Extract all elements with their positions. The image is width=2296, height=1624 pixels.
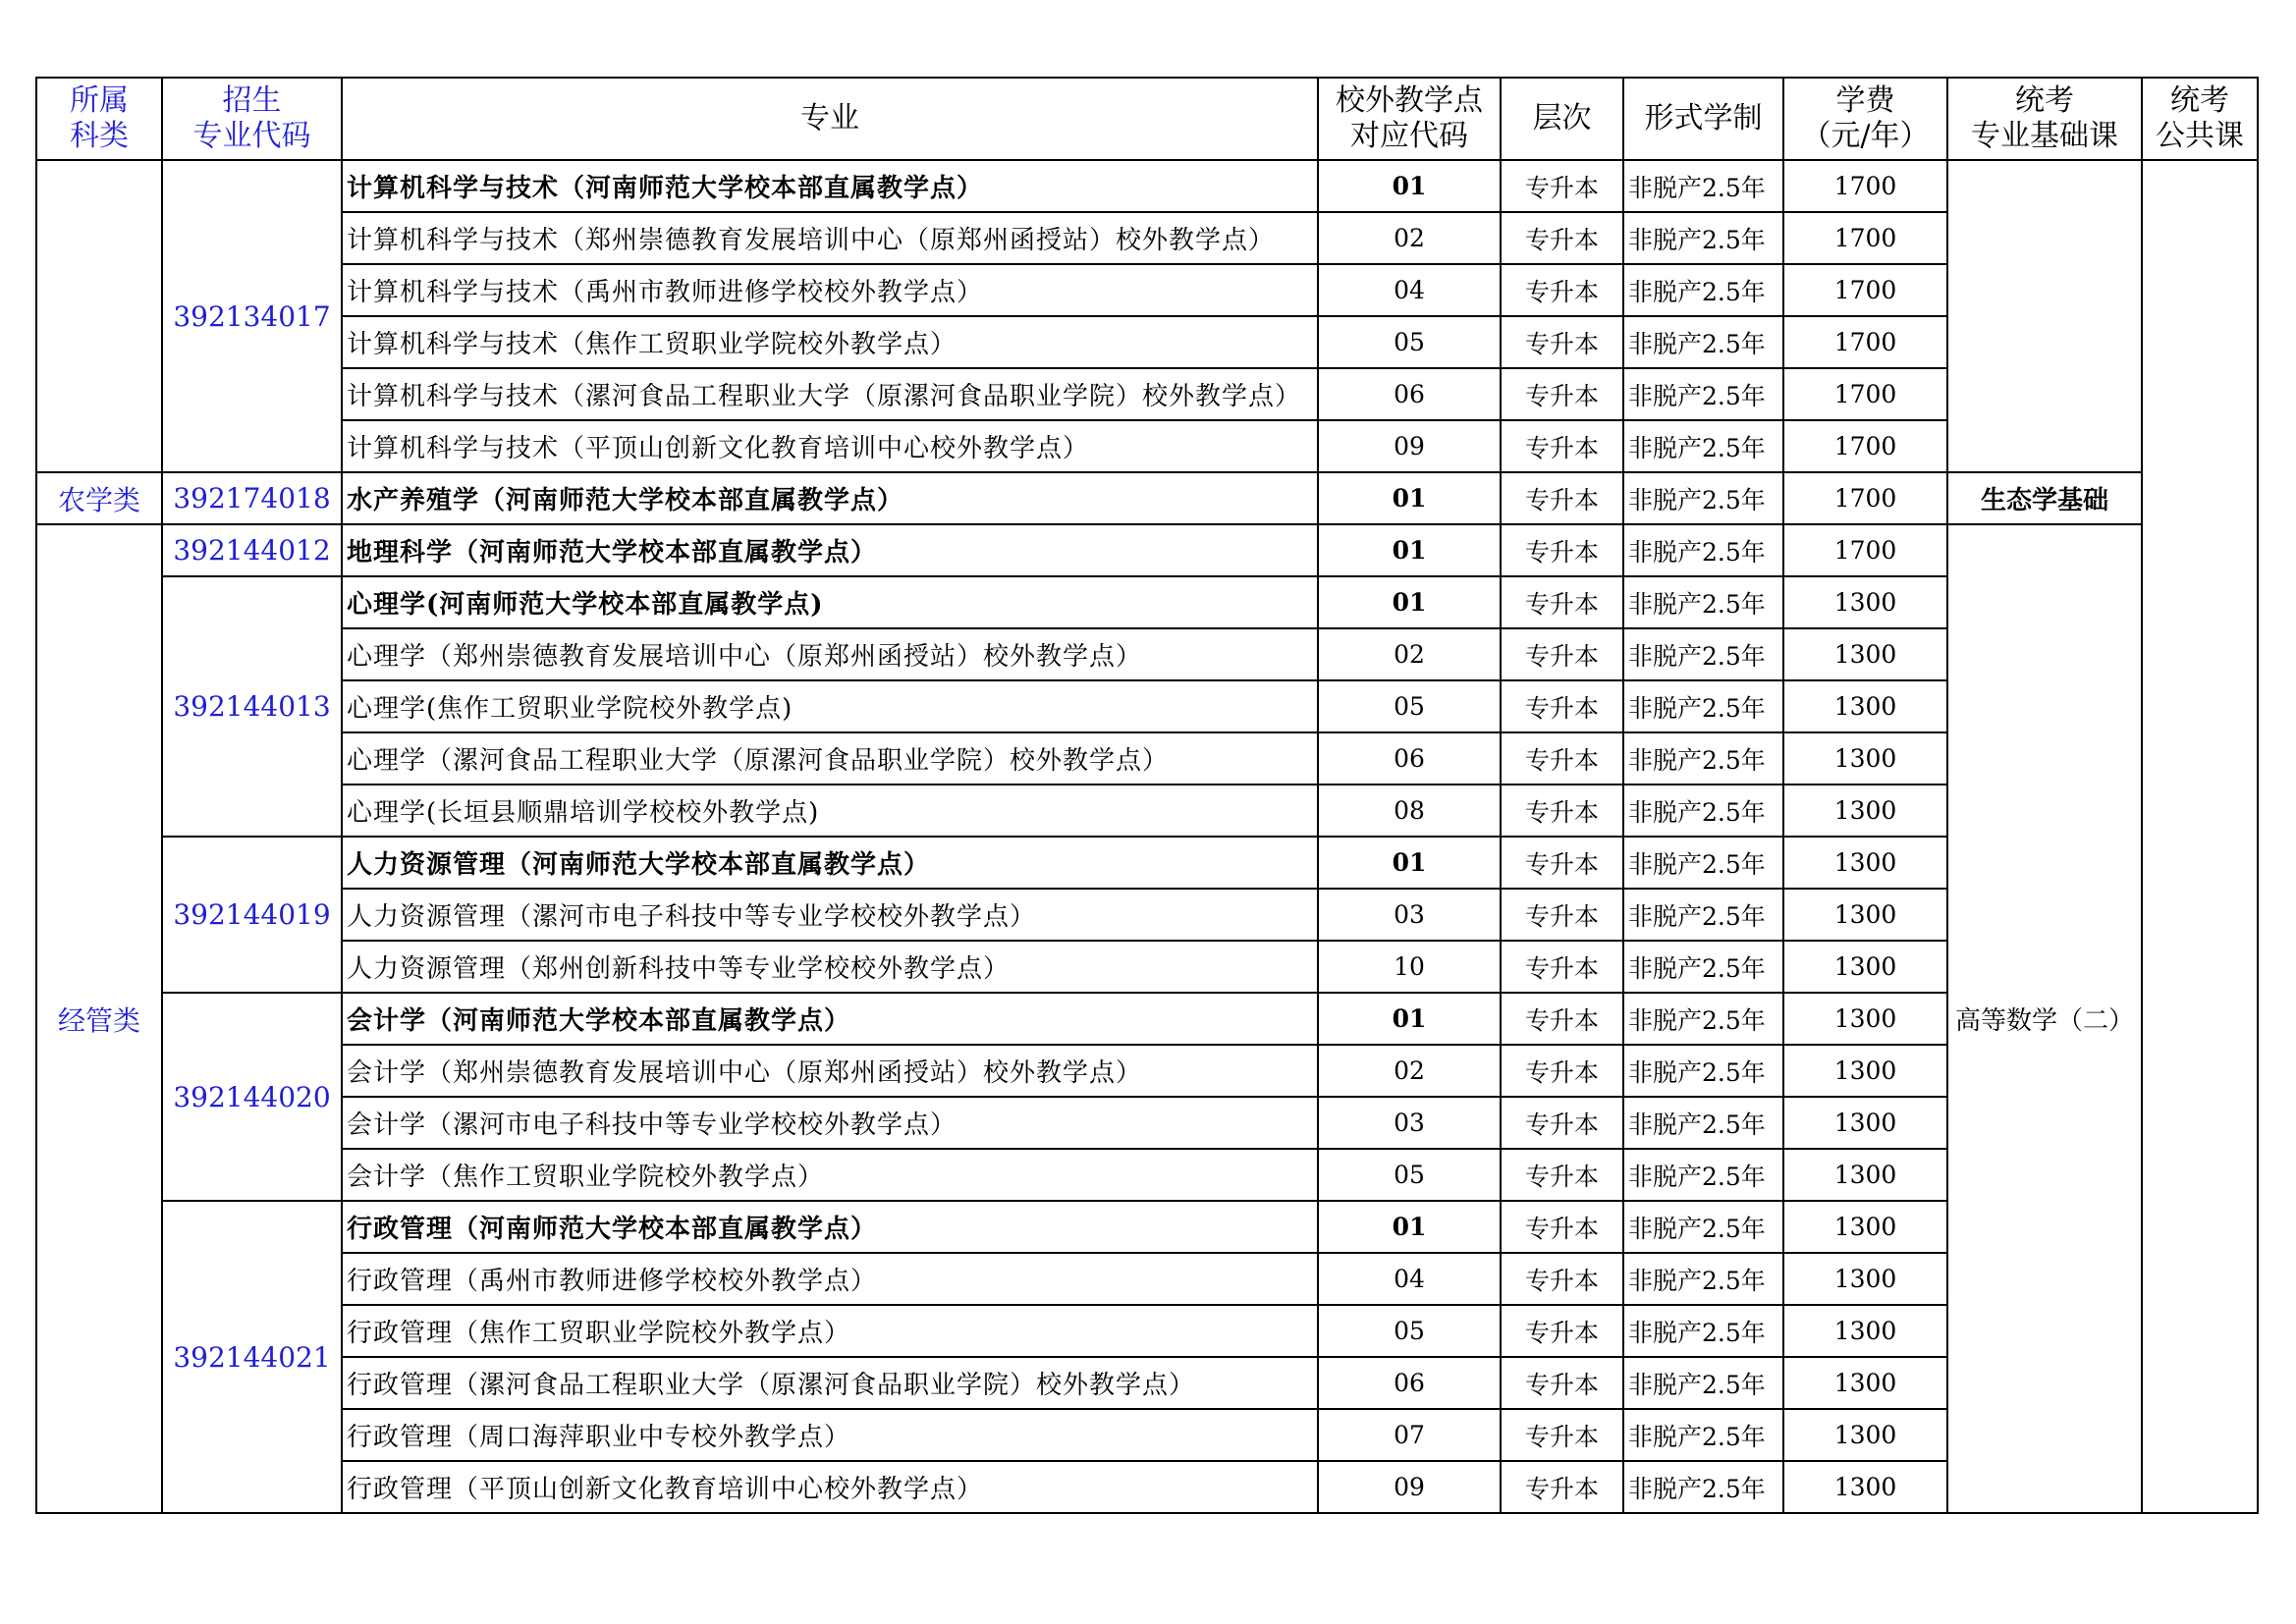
exam-basic-cell: 生态学基础: [1947, 472, 2142, 524]
table-row: [36, 680, 2258, 732]
teaching-point-code-cell: 05: [1318, 1149, 1501, 1201]
teaching-point-code-cell: 02: [1318, 628, 1501, 680]
table-row: [36, 941, 2258, 993]
form-duration-cell: 非脱产2.5年: [1623, 264, 1783, 316]
major-cell: 计算机科学与技术（焦作工贸职业学院校外教学点）: [342, 316, 1318, 368]
level-cell: 专升本: [1501, 628, 1623, 680]
form-duration-cell: 非脱产2.5年: [1623, 576, 1783, 628]
header-major-code: 招生 专业代码: [162, 78, 342, 160]
exam-basic-cell: [1947, 160, 2142, 472]
major-code-cell: 392134017: [162, 160, 342, 472]
teaching-point-code-cell: 05: [1318, 316, 1501, 368]
table-row: [36, 837, 2258, 889]
header-tuition: 学费 （元/年）: [1783, 78, 1947, 160]
tuition-cell: 1300: [1783, 993, 1947, 1045]
table-row: [36, 785, 2258, 837]
tuition-cell: 1300: [1783, 576, 1947, 628]
major-cell: 行政管理（焦作工贸职业学院校外教学点）: [342, 1305, 1318, 1357]
tuition-cell: 1300: [1783, 1201, 1947, 1253]
table-row: [36, 889, 2258, 941]
table-row: [36, 993, 2258, 1045]
teaching-point-code-cell: 08: [1318, 785, 1501, 837]
form-duration-cell: 非脱产2.5年: [1623, 1149, 1783, 1201]
tuition-cell: 1300: [1783, 837, 1947, 889]
level-cell: 专升本: [1501, 264, 1623, 316]
major-cell: 心理学(焦作工贸职业学院校外教学点): [342, 680, 1318, 732]
major-cell: 心理学(河南师范大学校本部直属教学点): [342, 576, 1318, 628]
form-duration-cell: 非脱产2.5年: [1623, 472, 1783, 524]
tuition-cell: 1300: [1783, 785, 1947, 837]
major-cell: 行政管理（漯河食品工程职业大学（原漯河食品职业学院）校外教学点）: [342, 1357, 1318, 1409]
form-duration-cell: 非脱产2.5年: [1623, 1461, 1783, 1513]
teaching-point-code-cell: 01: [1318, 1201, 1501, 1253]
form-duration-cell: 非脱产2.5年: [1623, 1201, 1783, 1253]
level-cell: 专升本: [1501, 576, 1623, 628]
table-row: [36, 1045, 2258, 1097]
teaching-point-code-cell: 01: [1318, 472, 1501, 524]
level-cell: 专升本: [1501, 1409, 1623, 1461]
major-code-cell: 392174018: [162, 472, 342, 524]
table-row: [36, 628, 2258, 680]
tuition-cell: 1300: [1783, 628, 1947, 680]
level-cell: 专升本: [1501, 316, 1623, 368]
major-cell: 水产养殖学（河南师范大学校本部直属教学点）: [342, 472, 1318, 524]
major-cell: 会计学（漯河市电子科技中等专业学校校外教学点）: [342, 1097, 1318, 1149]
major-cell: 人力资源管理（郑州创新科技中等专业学校校外教学点）: [342, 941, 1318, 993]
tuition-cell: 1300: [1783, 1409, 1947, 1461]
header-teaching-point-code: 校外教学点 对应代码: [1318, 78, 1501, 160]
major-cell: 行政管理（禹州市教师进修学校校外教学点）: [342, 1253, 1318, 1305]
form-duration-cell: 非脱产2.5年: [1623, 837, 1783, 889]
teaching-point-code-cell: 03: [1318, 1097, 1501, 1149]
teaching-point-code-cell: 07: [1318, 1409, 1501, 1461]
header-major: 专业: [342, 78, 1318, 160]
level-cell: 专升本: [1501, 1305, 1623, 1357]
form-duration-cell: 非脱产2.5年: [1623, 1045, 1783, 1097]
tuition-cell: 1300: [1783, 1149, 1947, 1201]
teaching-point-code-cell: 04: [1318, 1253, 1501, 1305]
tuition-cell: 1300: [1783, 1253, 1947, 1305]
major-cell: 会计学（郑州崇德教育发展培训中心（原郑州函授站）校外教学点）: [342, 1045, 1318, 1097]
form-duration-cell: 非脱产2.5年: [1623, 941, 1783, 993]
level-cell: 专升本: [1501, 524, 1623, 576]
level-cell: 专升本: [1501, 837, 1623, 889]
level-cell: 专升本: [1501, 1097, 1623, 1149]
table-row: [36, 212, 2258, 264]
teaching-point-code-cell: 01: [1318, 837, 1501, 889]
form-duration-cell: 非脱产2.5年: [1623, 316, 1783, 368]
table-row: [36, 732, 2258, 785]
level-cell: 专升本: [1501, 368, 1623, 420]
form-duration-cell: 非脱产2.5年: [1623, 1097, 1783, 1149]
level-cell: 专升本: [1501, 1045, 1623, 1097]
teaching-point-code-cell: 05: [1318, 680, 1501, 732]
tuition-cell: 1300: [1783, 1305, 1947, 1357]
form-duration-cell: 非脱产2.5年: [1623, 420, 1783, 472]
tuition-cell: 1300: [1783, 941, 1947, 993]
teaching-point-code-cell: 01: [1318, 524, 1501, 576]
table-row: [36, 1409, 2258, 1461]
teaching-point-code-cell: 01: [1318, 576, 1501, 628]
table-row: [36, 576, 2258, 628]
level-cell: 专升本: [1501, 1253, 1623, 1305]
major-cell: 人力资源管理（漯河市电子科技中等专业学校校外教学点）: [342, 889, 1318, 941]
form-duration-cell: 非脱产2.5年: [1623, 368, 1783, 420]
form-duration-cell: 非脱产2.5年: [1623, 680, 1783, 732]
form-duration-cell: 非脱产2.5年: [1623, 524, 1783, 576]
tuition-cell: 1700: [1783, 524, 1947, 576]
tuition-cell: 1300: [1783, 1357, 1947, 1409]
major-cell: 计算机科学与技术（平顶山创新文化教育培训中心校外教学点）: [342, 420, 1318, 472]
tuition-cell: 1700: [1783, 368, 1947, 420]
major-cell: 人力资源管理（河南师范大学校本部直属教学点）: [342, 837, 1318, 889]
tuition-cell: 1700: [1783, 212, 1947, 264]
tuition-cell: 1700: [1783, 472, 1947, 524]
table-row: [36, 420, 2258, 472]
teaching-point-code-cell: 04: [1318, 264, 1501, 316]
teaching-point-code-cell: 06: [1318, 732, 1501, 785]
tuition-cell: 1700: [1783, 316, 1947, 368]
tuition-cell: 1300: [1783, 1045, 1947, 1097]
level-cell: 专升本: [1501, 160, 1623, 212]
table-row: [36, 1461, 2258, 1513]
tuition-cell: 1300: [1783, 1461, 1947, 1513]
table-row: [36, 1253, 2258, 1305]
category-cell: 经管类: [36, 524, 162, 1513]
form-duration-cell: 非脱产2.5年: [1623, 1305, 1783, 1357]
level-cell: 专升本: [1501, 1201, 1623, 1253]
table-body: [36, 160, 2258, 1513]
teaching-point-code-cell: 09: [1318, 420, 1501, 472]
level-cell: 专升本: [1501, 1461, 1623, 1513]
tuition-cell: 1300: [1783, 680, 1947, 732]
major-cell: 行政管理（平顶山创新文化教育培训中心校外教学点）: [342, 1461, 1318, 1513]
table-row: [36, 524, 2258, 576]
header-exam-basic: 统考 专业基础课: [1947, 78, 2142, 160]
tuition-cell: 1700: [1783, 264, 1947, 316]
table-row: [36, 264, 2258, 316]
enrollment-sheet: [35, 77, 2257, 1514]
tuition-cell: 1300: [1783, 1097, 1947, 1149]
level-cell: 专升本: [1501, 993, 1623, 1045]
major-cell: 地理科学（河南师范大学校本部直属教学点）: [342, 524, 1318, 576]
teaching-point-code-cell: 01: [1318, 160, 1501, 212]
form-duration-cell: 非脱产2.5年: [1623, 1409, 1783, 1461]
major-cell: 心理学（漯河食品工程职业大学（原漯河食品职业学院）校外教学点）: [342, 732, 1318, 785]
form-duration-cell: 非脱产2.5年: [1623, 889, 1783, 941]
level-cell: 专升本: [1501, 680, 1623, 732]
level-cell: 专升本: [1501, 1357, 1623, 1409]
major-cell: 计算机科学与技术（河南师范大学校本部直属教学点）: [342, 160, 1318, 212]
major-code-cell: 392144012: [162, 524, 342, 576]
form-duration-cell: 非脱产2.5年: [1623, 785, 1783, 837]
table-row: [36, 472, 2258, 524]
header-row: [36, 78, 2258, 160]
exam-basic-cell: 高等数学（二）: [1947, 524, 2142, 1513]
table-row: [36, 368, 2258, 420]
header-category: 所属 科类: [36, 78, 162, 160]
teaching-point-code-cell: 05: [1318, 1305, 1501, 1357]
form-duration-cell: 非脱产2.5年: [1623, 212, 1783, 264]
level-cell: 专升本: [1501, 889, 1623, 941]
teaching-point-code-cell: 10: [1318, 941, 1501, 993]
table-row: [36, 1305, 2258, 1357]
teaching-point-code-cell: 06: [1318, 1357, 1501, 1409]
level-cell: 专升本: [1501, 472, 1623, 524]
table-row: [36, 1097, 2258, 1149]
header-level: 层次: [1501, 78, 1623, 160]
form-duration-cell: 非脱产2.5年: [1623, 1357, 1783, 1409]
major-cell: 计算机科学与技术（郑州崇德教育发展培训中心（原郑州函授站）校外教学点）: [342, 212, 1318, 264]
major-cell: 心理学（郑州崇德教育发展培训中心（原郑州函授站）校外教学点）: [342, 628, 1318, 680]
major-cell: 心理学(长垣县顺鼎培训学校校外教学点): [342, 785, 1318, 837]
form-duration-cell: 非脱产2.5年: [1623, 993, 1783, 1045]
tuition-cell: 1700: [1783, 160, 1947, 212]
major-code-cell: 392144021: [162, 1201, 342, 1513]
category-cell: [36, 160, 162, 472]
header-form-duration: 形式学制: [1623, 78, 1783, 160]
major-cell: 会计学（河南师范大学校本部直属教学点）: [342, 993, 1318, 1045]
major-cell: 行政管理（河南师范大学校本部直属教学点）: [342, 1201, 1318, 1253]
major-cell: 计算机科学与技术（漯河食品工程职业大学（原漯河食品职业学院）校外教学点）: [342, 368, 1318, 420]
table-row: [36, 1149, 2258, 1201]
level-cell: 专升本: [1501, 785, 1623, 837]
teaching-point-code-cell: 03: [1318, 889, 1501, 941]
teaching-point-code-cell: 09: [1318, 1461, 1501, 1513]
major-code-cell: 392144019: [162, 837, 342, 993]
level-cell: 专升本: [1501, 1149, 1623, 1201]
major-cell: 会计学（焦作工贸职业学院校外教学点）: [342, 1149, 1318, 1201]
teaching-point-code-cell: 01: [1318, 993, 1501, 1045]
form-duration-cell: 非脱产2.5年: [1623, 732, 1783, 785]
tuition-cell: 1700: [1783, 420, 1947, 472]
teaching-point-code-cell: 02: [1318, 212, 1501, 264]
header-exam-public: 统考 公共课: [2142, 78, 2258, 160]
enrollment-table: [35, 77, 2259, 1514]
table-row: [36, 1357, 2258, 1409]
level-cell: 专升本: [1501, 212, 1623, 264]
level-cell: 专升本: [1501, 732, 1623, 785]
table-row: [36, 160, 2258, 212]
teaching-point-code-cell: 06: [1318, 368, 1501, 420]
form-duration-cell: 非脱产2.5年: [1623, 628, 1783, 680]
level-cell: 专升本: [1501, 420, 1623, 472]
category-cell: 农学类: [36, 472, 162, 524]
tuition-cell: 1300: [1783, 889, 1947, 941]
major-cell: 计算机科学与技术（禹州市教师进修学校校外教学点）: [342, 264, 1318, 316]
table-row: [36, 1201, 2258, 1253]
table-row: [36, 316, 2258, 368]
major-code-cell: 392144020: [162, 993, 342, 1201]
exam-public-cell: [2142, 160, 2258, 1513]
major-cell: 行政管理（周口海萍职业中专校外教学点）: [342, 1409, 1318, 1461]
major-code-cell: 392144013: [162, 576, 342, 837]
form-duration-cell: 非脱产2.5年: [1623, 1253, 1783, 1305]
teaching-point-code-cell: 02: [1318, 1045, 1501, 1097]
tuition-cell: 1300: [1783, 732, 1947, 785]
form-duration-cell: 非脱产2.5年: [1623, 160, 1783, 212]
level-cell: 专升本: [1501, 941, 1623, 993]
